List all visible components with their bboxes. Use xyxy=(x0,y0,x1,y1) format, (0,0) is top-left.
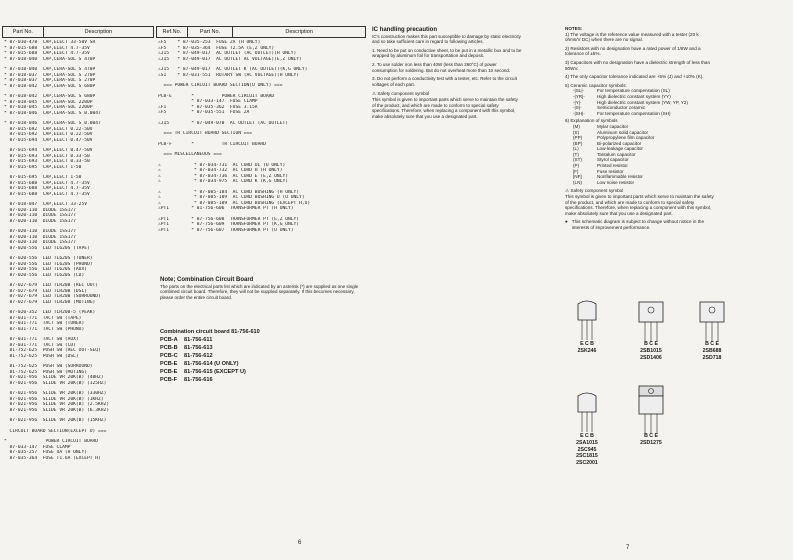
notes-safety-text: This symbol is given to important parts which serve to maintain the safety of the product, and which are made to conform to special safety specifications. Therefore, when replacing a component with this symbol, make absolutely sure that you use a designated part. xyxy=(565,194,714,216)
combination-row xyxy=(160,368,360,376)
transistor-to220-icon xyxy=(634,384,668,436)
table-row: PCB-F * TR CIRCUIT BOARD xyxy=(158,141,266,147)
table-row: ⚠ * 87-034-732 AC CORD H (H ONLY) xyxy=(158,168,283,173)
table-row: 87-035-257 FUSE 4A (H ONLY) xyxy=(4,450,87,455)
ic-intro: IC's construction makes this part susceptible to damage by static electricity and so take sufficient care in regard to following articles. xyxy=(372,33,521,45)
table-row: ⚠F5 * 87-035-253 FUSE 2A (H ONLY) xyxy=(158,40,261,45)
note-1: 1) The voltage is the reference value measured with a tester (20 k ohms/V DC) when there are no signal. xyxy=(565,31,699,43)
transistor-pins: E C B xyxy=(580,433,594,439)
header-part-no: Part No. xyxy=(3,27,44,37)
table-row: 87-027-679 LED TLR208 (REC OUT) xyxy=(4,283,99,288)
transistor-to126-icon xyxy=(695,298,729,344)
table-row: * 87-018-042 CAP,CERA-SOL S 680P xyxy=(4,94,96,99)
table-row: ⚠F5 * 87-035-364 FUSE T2.5A (E,Z ONLY) xyxy=(158,45,275,51)
table-row: * 87-018-042 CAP,CERA-SOL S 680P xyxy=(4,83,96,89)
table-row: PCB-E * POWER CIRCUIT BOARD xyxy=(158,93,275,99)
table-row: 87-020-556 LED TL620S (AUX) xyxy=(4,267,87,272)
symbol-row xyxy=(573,111,715,117)
table-row: 87-015-695 CAP,ELECT 1-50 xyxy=(4,164,82,170)
page-number-left: 6 xyxy=(298,540,302,546)
symbol-text: For temperature compensation (SH) xyxy=(597,110,671,116)
table-row: ⚠J15 * 87-049-017 AC OUTLET K (AC OUTLET)(K,G ONLY) xyxy=(158,67,308,72)
symbol-text: High dielectric constant system (YY) xyxy=(597,93,671,99)
table-row: 87-020-110 DIODE 1SS177 xyxy=(4,234,76,240)
symbol-text: Tantalum capacitor xyxy=(597,151,636,157)
table-row: 87-020-110 DIODE 1SS177 xyxy=(4,229,76,234)
symbol-text: Aluminum solid capacitor xyxy=(597,129,649,135)
pcb-note xyxy=(160,278,360,300)
table-row: 87-020-110 DIODE 1SS177 xyxy=(4,218,76,224)
table-row: * 87-018-037 CAP,CERA-SOL S 270P xyxy=(4,72,96,78)
table-row: 87-020-556 LED TL620S (CD) xyxy=(4,272,85,278)
table-row: * POWER CIRCUIT BOARD xyxy=(4,439,99,444)
table-row: CIRCUIT BOARD SECTION(EXCEPT U) === xyxy=(4,428,107,434)
table-row: ⚠ * 87-034-975 AC CORD K (K,G ONLY) xyxy=(158,179,288,184)
transistor-label: 2SD1275 xyxy=(640,440,662,446)
table-row: 87-015-694 CAP,ELECT 0.47-50V xyxy=(4,137,93,143)
ic-item-1: 1. Need to be put on conductive sheet, to be put in a metallic box and to be wrapped by aluminum foil for transportation and deposit. xyxy=(372,47,522,59)
table-row: 87-020-352 LED TLR208-5 (PEAK) xyxy=(4,310,96,315)
table-row: 81-752-625 PUSH SW (SURROUND) xyxy=(4,364,93,369)
transistor-pins: E C B xyxy=(580,341,594,347)
combination-row xyxy=(160,360,360,368)
combination-ref: PCB-B xyxy=(160,345,178,351)
table-row: 87-020-556 LED TL620S (PHONO) xyxy=(4,261,93,267)
table-row: 87-021-956 SLIDE VR 20K(B) (330HZ) xyxy=(4,391,107,396)
table-row: 87-015-693 CAP,ELECT 0.33-50 xyxy=(4,159,90,164)
table-row: 87-021-956 SLIDE VR 20K(B) (2.5KHZ) xyxy=(4,402,110,407)
pcb-note-title: Note; Combination Circuit Board xyxy=(160,277,254,283)
table-row: ⚠PT1 * 81-756-606 TRANSFORMER PT (H ONLY) xyxy=(158,206,294,211)
ic-item-3: 3. Do not perform a conductivity test with a tester, etc. Refer to the circuit voltages of each part. xyxy=(372,76,517,87)
notes-column xyxy=(565,26,715,231)
table-row: ⚠S1 * 87-031-551 ROTARY SW (AC VOLTAGE)(H ONLY) xyxy=(158,72,300,78)
table-row: 87-020-110 DIODE 1SS177 xyxy=(4,207,76,213)
table-row: ⚠F5 * 87-035-551 FUSE 2A xyxy=(158,110,250,115)
combination-row xyxy=(160,376,360,384)
symbol-icon: (S) xyxy=(573,129,580,135)
table-row: 87-027-679 LED TLR208 (SURROUND) xyxy=(4,294,101,299)
combination-ref: PCB-E xyxy=(160,369,178,375)
symbol-icon: [F] xyxy=(573,168,579,174)
combination-part-no: 81-756-611 xyxy=(184,337,213,343)
header-ref-no: Ref.No. xyxy=(157,27,188,37)
symbol-text: Polypropylene film capacitor xyxy=(597,135,655,141)
table-row: 87-021-956 SLIDE VR 20K(B) (6.3KHZ) xyxy=(4,407,110,413)
header-description: Description xyxy=(285,29,313,35)
table-row: * 87-018-045 CAP,CERA-SOL 2200P xyxy=(4,105,93,110)
table-row: * 87-018-045 CAP,CERA-SOL 2200P xyxy=(4,99,93,105)
symbol-text: Nonflammable resistor xyxy=(597,174,643,180)
symbol-icon: (ST) xyxy=(573,157,582,163)
table-row: 87-020-556 LED TL620S (TUNER) xyxy=(4,256,93,261)
left-table-header xyxy=(2,26,154,38)
table-row: 87-015-692 CAP,ELECT 0.22-50V xyxy=(4,126,93,132)
table-row: * 87-010-478 CAP,ELECT 33-50V SR xyxy=(4,40,96,45)
table-row: === MISCELLANEOUS === xyxy=(158,152,222,157)
symbol-row xyxy=(573,180,715,186)
combination-part-no: 81-756-613 xyxy=(184,345,213,351)
notes-bullet xyxy=(565,219,715,230)
symbol-icon: -|Y|- xyxy=(573,99,582,105)
combination-ref: PCB-C xyxy=(160,353,178,359)
transistor-label: 2SK246 xyxy=(577,348,597,354)
table-row: ⚠J15 * 87-049-070 AC OUTLET (AC OUTLET) xyxy=(158,120,288,126)
notes-title: NOTES: xyxy=(565,26,583,31)
combination-part-no: 81-756-616 xyxy=(184,377,213,383)
table-row: * 87-015-688 CAP,ELECT 4.7-35V xyxy=(4,45,90,51)
table-row: ⚠PT1 * 87-756-607 TRANSFORMER PT (U ONLY) xyxy=(158,227,294,233)
table-row: ⚠J15 * 87-049-017 AC OUTLET (AC OUTLET)(H ONLY) xyxy=(158,51,297,56)
table-row: 87-027-679 LED TLR208 (DSL) xyxy=(4,288,87,294)
combination-row xyxy=(160,336,360,344)
notes-safety-title: Safety component symbol xyxy=(570,188,624,194)
table-row: * 87-018-040 CAP,CERA-SOL S 470P xyxy=(4,67,96,72)
combination-ref: PCB-E xyxy=(160,361,178,367)
table-row: * 87-015-688 CAP,ELECT 4.7-35V xyxy=(4,51,90,56)
symbol-icon: -|S|- xyxy=(573,105,582,111)
symbol-icon: (PP) xyxy=(573,135,583,141)
mid-parts-list xyxy=(158,40,358,233)
combination-ref: PCB-F xyxy=(160,377,178,383)
table-row: 87-015-688 CAP,ELECT 4.7-35V xyxy=(4,191,90,197)
table-row: * 87-018-046 CAP,CERA-SOL S 0.0047 xyxy=(4,110,101,116)
symbol-icon: (M) xyxy=(573,123,580,129)
table-row: 87-015-695 CAP,ELECT 1-50 xyxy=(4,175,82,180)
table-row: 87-033-147 FUSE CLAMP xyxy=(4,444,71,450)
table-row: 87-021-956 SLIDE VR 20K(B) (40HZ) xyxy=(4,375,104,380)
table-row: 87-031-771 TACT SW (TAPE) xyxy=(4,315,82,321)
table-row: 81-752-625 PUSH SW (DSL) xyxy=(4,353,79,359)
combination-board xyxy=(160,328,360,384)
combination-title: Combination circuit board 81-756-610 xyxy=(160,329,260,335)
table-row: ⚠PT1 * 87-756-609 TRANSFORMER PT (K,G ONLY) xyxy=(158,222,300,227)
ic-title: IC handling precaution xyxy=(372,27,438,33)
header-part-no: Part No. xyxy=(188,27,234,37)
table-row: 87-020-556 LED TL620S (TAPE) xyxy=(4,245,90,251)
transistor-to126-icon xyxy=(634,298,668,344)
ic-precaution xyxy=(372,28,522,122)
combination-part-no: 81-756-615 (EXCEPT U) xyxy=(184,369,246,375)
table-row: === POWER CIRCUIT BOARD SECTION(U ONLY) === xyxy=(158,83,283,88)
note-2: 2) Resistors with no designation have a rated power of 1/8W and a tolerance of ±5%. xyxy=(565,45,701,57)
table-row: 87-027-679 LED TLR208 (MUTING) xyxy=(4,299,96,305)
notes-bullet-text: This schematic diagram is subject to change without notice in the interests of improvement performance. xyxy=(571,219,705,230)
combination-row xyxy=(160,344,360,352)
symbol-icon: -|SL|- xyxy=(573,88,585,94)
note-4: 4) The only capacitor tolerance indicated are +5% (J) and +10% (K). xyxy=(565,74,704,80)
note-5: 5) Ceramic capacitor symbols: xyxy=(565,82,627,88)
ic-safety-text: This symbol is given to important parts which serve to maintain the safety of the product, and which are made to conform to special safety specifications. Therefore, when replacing a component with this symbol, make absolutely sure that you use a designated part. xyxy=(372,96,518,119)
symbol-text: For temperature compensation (SL) xyxy=(597,88,670,94)
warning-icon: ⚠ xyxy=(372,91,377,97)
table-row: 87-020-110 DIODE 1SS177 xyxy=(4,240,76,245)
symbol-text: Fuse resistor xyxy=(597,168,624,174)
ic-item-2: 2. To use solder iron less than 40W (less than 260°C) of power consumption for soldering. But do not overheat more than 10 second. xyxy=(372,61,511,73)
header-description: Description xyxy=(84,29,113,35)
table-row: * 87-018-046 CAP,CERA-SOL S 0.0047 xyxy=(4,121,101,126)
table-row: 87-020-110 DIODE 1SS177 xyxy=(4,213,76,218)
transistor-label: 2SB688 2SD718 xyxy=(702,348,722,361)
table-row: 87-015-692 CAP,ELECT 0.22-50V xyxy=(4,132,93,137)
page-number-right: 7 xyxy=(626,545,630,551)
table-row: ⚠PT1 * 87-756-608 TRANSFORMER PT (E,Z ONLY) xyxy=(158,216,300,222)
transistor-label: 2SB1015 2SD1406 xyxy=(640,348,662,361)
table-row: 87-021-956 SLIDE VR 20K(B) (1KHZ) xyxy=(4,396,104,402)
transistor-pins: B C E xyxy=(644,341,658,347)
symbol-icon: (BP) xyxy=(573,140,583,146)
table-row: 87-031-771 TACT SW (PHONO) xyxy=(4,326,85,332)
table-row: 87-021-956 SLIDE VR 20K(B) (125HZ) xyxy=(4,380,107,386)
note-3: 3) Capacitors with no designation have a dielectric strength of less than 50WV. xyxy=(565,59,711,71)
table-row: ⚠ * 87-085-189 AC CORD BUSHING U (U ONLY) xyxy=(158,195,305,200)
symbol-icon: -|YR|- xyxy=(573,93,585,99)
table-row: 87-015-693 CAP,ELECT 0.33-50 xyxy=(4,153,90,159)
table-row: 87-021-956 SLIDE VR 20K(B) (15KHZ) xyxy=(4,418,107,423)
combination-part-no: 81-756-612 xyxy=(184,353,213,359)
table-row: ⚠ * 87-085-189 AC CORD BUSHING (EXCEPT H,U) xyxy=(158,200,311,206)
table-row: 81-752-625 PUSH SW (REC OUT-SEQ) xyxy=(4,348,101,353)
table-row: 87-015-688 CAP,ELECT 4.7-35V xyxy=(4,186,90,191)
table-row: 87-015-694 CAP,ELECT 0.47-50V xyxy=(4,148,93,153)
table-row: ⚠ * 87-034-736 AC CORD E (E,Z ONLY) xyxy=(158,173,288,179)
table-row: 87-035-364 FUSE T1.6A (EXCEPT H) xyxy=(4,455,101,461)
transistor-to92-icon xyxy=(572,300,602,342)
symbol-text: Low noise resistor xyxy=(597,179,635,185)
table-row: 87-031-771 TACT SW (CD) xyxy=(4,342,76,348)
combination-row xyxy=(160,352,360,360)
transistor-pins: B C E xyxy=(644,433,658,439)
symbol-text: Printed resistor xyxy=(597,163,628,169)
table-row: 87-018-047 CAP,ELECT 33-25V xyxy=(4,202,87,207)
table-row: 81-752-625 PUSH SW (MUTING) xyxy=(4,369,87,375)
symbol-icon: [NF] xyxy=(573,174,582,180)
table-row: 87-015-688 CAP,ELECT 4.7-35V xyxy=(4,180,90,186)
left-parts-list xyxy=(4,40,152,461)
transistor-label: 2SA1015 2SC945 2SC1815 2SC2001 xyxy=(576,440,598,466)
combination-part-no: 81-756-614 (U ONLY) xyxy=(184,361,239,367)
table-row: * 87-018-037 CAP,CERA-SOL S 270P xyxy=(4,78,96,83)
bullet-icon: ● xyxy=(565,219,568,225)
mid-table-header xyxy=(156,26,366,38)
transistor-to92-icon xyxy=(572,392,602,434)
symbol-text: High dielectric constant system (YW, YP, Y2) xyxy=(597,99,688,105)
table-row: ⚠J15 * 87-049-017 AC OUTLET AC VOLTAGE)(E,Z ONLY) xyxy=(158,56,302,62)
symbol-text: Mylar capacitor xyxy=(597,123,629,129)
ic-safety-title: Safety component symbol xyxy=(377,91,430,97)
pcb-note-text: The parts on the electrical parts list which are indicated by an asterisk (*) are supplied as one single combined circuit board. Therefore, they will not be supplied separately. If this becomes necessary, please order the entire circuit board. xyxy=(160,283,359,300)
table-row: 87-031-771 TACT SW (AUX) xyxy=(4,337,79,342)
symbol-icon: (T) xyxy=(573,151,579,157)
transistor-pins: B C E xyxy=(705,341,719,347)
symbol-text: Bi-polarized capacitor xyxy=(597,140,642,146)
warning-icon: ⚠ xyxy=(565,188,570,194)
symbol-text: Low-leakage capacitor xyxy=(597,146,643,152)
symbol-icon: (P) xyxy=(573,163,580,169)
table-row: ⚠F1 * 87-035-362 FUSE 3.15A xyxy=(158,104,258,110)
symbol-text: Styrol capacitor xyxy=(597,157,629,163)
symbol-text: Semiconductor ceramic xyxy=(597,105,645,111)
table-row: ⚠ * 87-034-731 AC CORD UL (U ONLY) xyxy=(158,162,286,168)
table-row: * 87-018-040 CAP,CERA-SOL S 470P xyxy=(4,56,96,62)
symbol-icon: -|SH|- xyxy=(573,110,585,116)
table-row: * 87-033-147 FUSE CLAMP xyxy=(158,99,258,104)
table-row: 87-031-771 TACT SW (TUNER) xyxy=(4,321,85,326)
explain-title: 6) Explanation of symbols xyxy=(565,118,618,124)
symbol-icon: (L) xyxy=(573,146,579,152)
symbol-icon: (LN) xyxy=(573,179,582,185)
combination-ref: PCB-A xyxy=(160,337,178,343)
table-row: ⚠ * 87-085-184 AC CORD BUSHING (H ONLY) xyxy=(158,189,300,195)
table-row: === TR CIRCUIT BOARD SECTION === xyxy=(158,131,253,136)
